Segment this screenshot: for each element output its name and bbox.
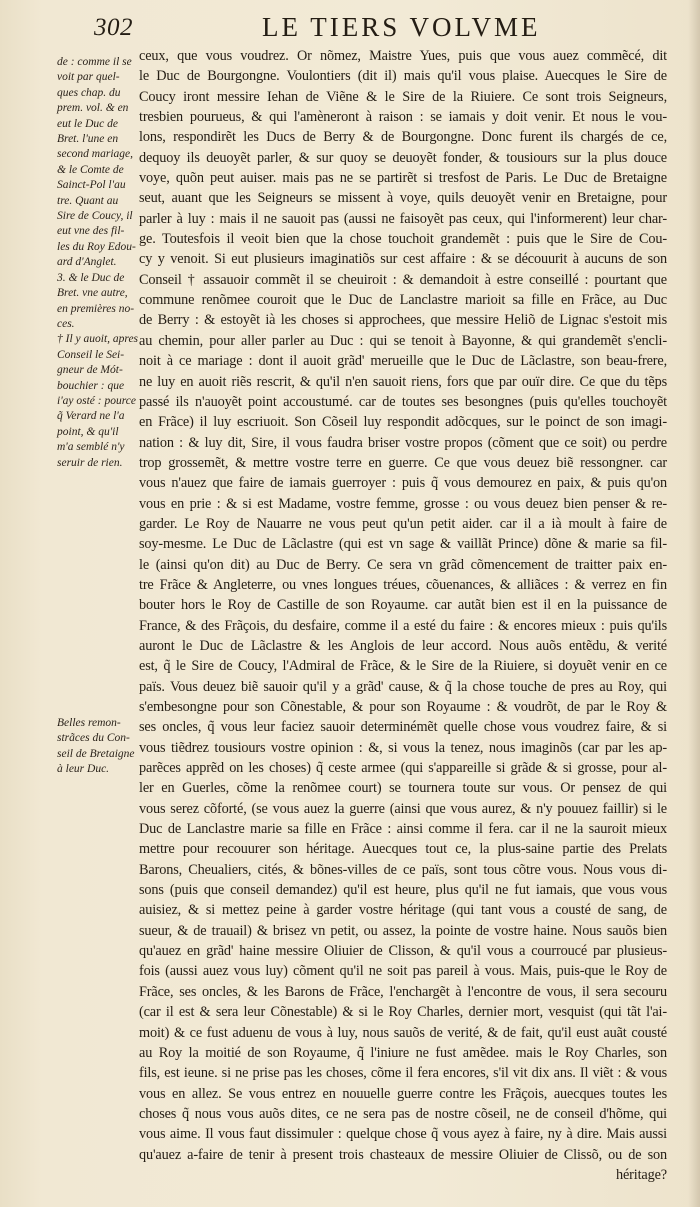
body-line: s'embesongne pour son Cõnestable, & pour son Royaume : & voudrõt, de par le Roy &	[139, 699, 667, 715]
body-line: lons, respondirẽt les Ducs de Berry & de Bourgongne. Donc furent ils chargés de ce,	[139, 129, 667, 146]
body-line: auront le Duc de Lãclastre & les Anglois de leur accord. Nous auõs entẽdu, & verité	[139, 637, 667, 654]
body-line: païs. Vous deuez biẽ sauoir qu'il y a grãd' cause, & q̃ la chose touche de pres au Roy, qui	[139, 678, 667, 695]
margin-note-line: Sire de Coucy, il	[57, 210, 133, 223]
body-line: vous tiẽdrez tousiours vostre opinion : &, si vous la tenez, nous imaginõs (car par les ap-	[139, 739, 667, 756]
margin-note-line: point, & qu'il	[57, 425, 119, 438]
margin-note-line: voit par quel-	[57, 71, 120, 84]
body-line: vous en prie : & si est Madame, vostre femme, grosse : ou vous deuez bien penser & re-	[139, 495, 667, 512]
body-line: qu'auez a-faire de tenir à present trois chasteaux de messire Oliuier de Clissõ, ou de son	[139, 1146, 667, 1163]
body-line: le (ainsi qu'on dit) au Duc de Berry. Ce sera vn grãd cõmencement de traitter paix en-	[139, 556, 667, 573]
body-line: de Berry : & estoyẽt ià les choses si approchees, que messire Heliõ de Lignac s'estoit mis	[139, 312, 667, 329]
margin-note-line: bouchier : que	[57, 379, 125, 392]
body-line: parẽces apprẽd on les choses) q̃ ceste armee (qui s'appareille si grãde & si grosse, pour al-	[139, 760, 667, 777]
margin-note-line: tre. Quant au	[57, 194, 119, 207]
margin-note-genealogy	[57, 55, 139, 471]
page-number: 302	[94, 14, 133, 41]
margin-note-line: prem. vol. & en	[57, 102, 129, 115]
body-line: vous serez cõforté, (se vous auez la guerre (ainsi que vous aurez, & n'y pouuez faillir) si le	[139, 800, 667, 817]
body-line: noit à ce mariage : dont il auoit grãd' merueille que le Duc de Lãclastre, son beau-frere,	[139, 353, 667, 370]
margin-note-line: gneur de Mót-	[57, 364, 123, 377]
page-edge-shadow	[688, 0, 700, 1207]
margin-note-line: ard d'Anglet.	[57, 256, 117, 269]
body-line: fois (aussi auez vous luy) cõment qu'il ne soit pas pareil à vous. Mais, puis-que le Roy de	[139, 963, 667, 980]
body-line: voye, quõn peut auiser. mais pas ne se partirẽt si tresfost de Paris. Le Duc de Bretaigne	[139, 170, 667, 187]
body-line: sons (puis que conseil demandez) qu'il est heure, plus qu'il ne fut iamais, que vous vous	[139, 882, 667, 899]
body-line: vous n'auez que faire de iamais guerroyer : puis q̃ vous demourez en paix, & puis qu'on	[139, 475, 667, 492]
body-line: bouter hors le Roy de Castille de son Royaume. car autãt bien est il en la puissance de	[139, 597, 667, 614]
margin-note-line: † Il y auoit, apres	[57, 333, 139, 346]
body-line: passé ils n'auoyẽt point accoustumé. car de toutes ses besongnes (puis qu'elles touchoyẽt	[139, 393, 667, 410]
margin-note-line: Bret. l'une en	[57, 133, 119, 146]
body-line: cy y venoit. Si eut plusieurs imaginatiõs sur cest affaire : & se découurit à aucuns de son	[139, 251, 667, 268]
margin-note-line: ces.	[57, 317, 75, 330]
body-line: ses oncles, q̃ vous leur faciez sauoir determinémẽt quelle chose vous voudrez faire, & si	[139, 719, 667, 736]
body-line: auisiez, & si mettez peine à garder vostre héritage (qui tant vous a cousté de sang, de	[139, 902, 667, 919]
body-line: au Roy la moitié de son Royaume, q̃ l'iniure ne fust amẽdee. mais le Roy Charles, son	[139, 1044, 667, 1061]
margin-note-line: Bret. vne autre,	[57, 287, 128, 300]
body-line: Frãce, ses oncles, & les Barons de Frãce, l'enchargẽt à l'encontre de vous, il sera secouru	[139, 983, 667, 1000]
body-line: vous en allez. Se vous entrez en nouuelle guerre contre les Frãçois, auecques toutes les	[139, 1085, 667, 1102]
body-line: ge. Toutesfois il veoit bien que la chose touchoit grandemẽt : puis que le Sire de Cou-	[139, 231, 667, 248]
body-line: Conseil † assauoir commẽt il se cheuiroit : & demandoit à estre conseillé : pourtant que	[139, 271, 667, 288]
body-line: qu'auez en grãd' haine messire Oliuier de Clisson, & qu'il vous a courroucé par plusieus-	[139, 943, 667, 960]
margin-note-line: de : comme il se	[57, 56, 132, 68]
body-line: au chemin, pour aller parler au Duc : qui se tenoit à Bayonne, & qui grandemẽt s'encli-	[139, 332, 667, 349]
body-line: Coucy iront messire Iehan de Viẽne & le Sire de la Riuiere. Ce sont trois Seigneurs,	[139, 88, 667, 105]
margin-note-line: Belles remon-	[57, 717, 121, 729]
body-line: Duc de Lanclastre marie sa fille en Frãce : ainsi comme il fera. car il ne la sauroit mieux	[139, 821, 667, 838]
margin-note-line: seruir de rien.	[57, 456, 123, 469]
body-line: mettre pour recouurer son héritage. Auecques tout ce, la plus-saine partie des Prelats	[139, 841, 667, 858]
body-line: fils, est ieune. si ne prise pas les choses, cõme il fera encores, s'il vit dix ans. Il viẽt : & vous	[139, 1065, 667, 1082]
body-line: ceux, que vous voudrez. Or nõmez, Maistre Yues, puis que vous auez commẽcé, dit	[139, 48, 667, 64]
body-line: garder. Le Roy de Nauarre ne vous peut qu'un petit aider. car il a ià moult à faire de	[139, 515, 667, 532]
body-line: tresbien pourueus, & qui l'amèneront à raison : se iamais y doit venir. Et nous le vou-	[139, 109, 667, 126]
margin-note-line: Sainct-Pol l'au	[57, 179, 126, 192]
body-line: trop grossemẽt, & mettre vostre terre en guerre. Ce que vous deuez biẽ ressongner. car	[139, 454, 667, 471]
body-line: en Frãce) il luy escriuoit. Son Cõseil luy respondit adõcques, sur le poinct de son imagi-	[139, 414, 667, 431]
margin-note-line: ques chap. du	[57, 86, 121, 99]
margin-note-line: second mariage,	[57, 148, 134, 161]
body-line: ne luy en auoit riẽs rescrit, & qu'il n'en sauoit riens, fors que par ouïr dire. Ce que du tẽps	[139, 373, 667, 390]
margin-note-line: seil de Bretaigne	[57, 747, 135, 760]
body-line: le Duc de Bourgongne. Voulontiers (dit il) mais qu'il vous plaise. Auecques le Sire de	[139, 68, 667, 85]
body-line: commune renõmee couroit que le Duc de Lanclastre marioit sa fille en Frãce, au Duc	[139, 292, 667, 309]
margin-note-line: à leur Duc.	[57, 763, 110, 776]
body-line: moit) & ce fust aduenu de vous à luy, nous sauõs de verité, & de fait, qu'il eust auãt cousté	[139, 1024, 667, 1041]
body-line: tre Frãce & Angleterre, ou vnes longues tréues, cõuenances, & alliãces : & verrez en fin	[139, 576, 667, 593]
margin-note-remonstrances	[57, 716, 135, 778]
margin-note-line: strãces du Con-	[57, 732, 130, 745]
margin-note-line: eut vne des fil-	[57, 225, 125, 238]
running-head: LE TIERS VOLVME	[262, 12, 541, 42]
body-line: nation : & luy dit, Sire, il vous faudra briser vostre propos (cõment que ce soit) ou perdre	[139, 434, 667, 451]
body-line: héritage?	[615, 1166, 667, 1183]
body-line: vous aime. Il vous faut dissimuler : quelque chose q̃ vous ayez à faire, ny à dire. Mais aussi	[139, 1126, 667, 1143]
margin-note-line: i'ay osté : pource	[57, 394, 136, 407]
margin-note-line: eut le Duc de	[57, 117, 118, 130]
margin-note-line: les du Roy Edou-	[57, 240, 136, 253]
body-line: parler à luy : mais il ne sauoit pas (aussi ne faisoyẽt pas ceux, qui l'informerent) leur char-	[139, 210, 667, 227]
margin-note-line: q̃ Verard ne l'a	[57, 410, 125, 423]
body-text	[139, 46, 667, 1185]
body-line: soy-mesme. Le Duc de Lãclastre (qui est vn sage & vaillãt Prince) dõne & marie sa fil-	[139, 536, 667, 553]
margin-note-line: m'a semblé n'y	[57, 441, 125, 454]
margin-note-line: Conseil le Sei-	[57, 348, 125, 361]
body-line: est, q̃ le Sire de Coucy, l'Admiral de Frãce, & le Sire de la Riuiere, si doyuẽt venir en ce	[139, 658, 667, 675]
body-line: seut, auant que les Seigneurs se missent à voye, quils deuoyẽt venir en Bretaigne, pour	[139, 190, 667, 207]
body-line: dequoy ils deuoyẽt parler, & sur quoy se deuoyẽt fonder, & tousiours sur la plus douce	[139, 149, 667, 166]
body-line: France, & des Frãçois, du desfaire, comme il a esté du faire : & encores mieux : puis qu'ils	[139, 617, 667, 634]
body-line: Barons, Cheualiers, cités, & bõnes-villes de ce païs, sont tous cõtre vous. Nous vous di-	[139, 861, 667, 878]
body-line: (car il est & sera leur Cõnestable) & si le Roy Charles, dernier mort, vesquist (qui tãt l'ai-	[139, 1004, 667, 1021]
margin-note-line: en premières no-	[57, 302, 135, 315]
margin-note-line: 3. & le Duc de	[57, 271, 125, 284]
margin-note-line: & le Comte de	[57, 163, 124, 176]
body-line: choses q̃ nous vous auõs dites, ce ne sera pas de nostre cõseil, ne de conseil d'hõme, qui	[139, 1105, 667, 1122]
body-line: ler en Guerles, cõme la renõmee court) se tournera toute sur vous. Or pensez de qui	[139, 780, 667, 797]
body-line: sueur, & de trauail) & brisez vn petit, ou assez, la pointe de vostre haine. Nous sauõs bien	[139, 922, 667, 939]
